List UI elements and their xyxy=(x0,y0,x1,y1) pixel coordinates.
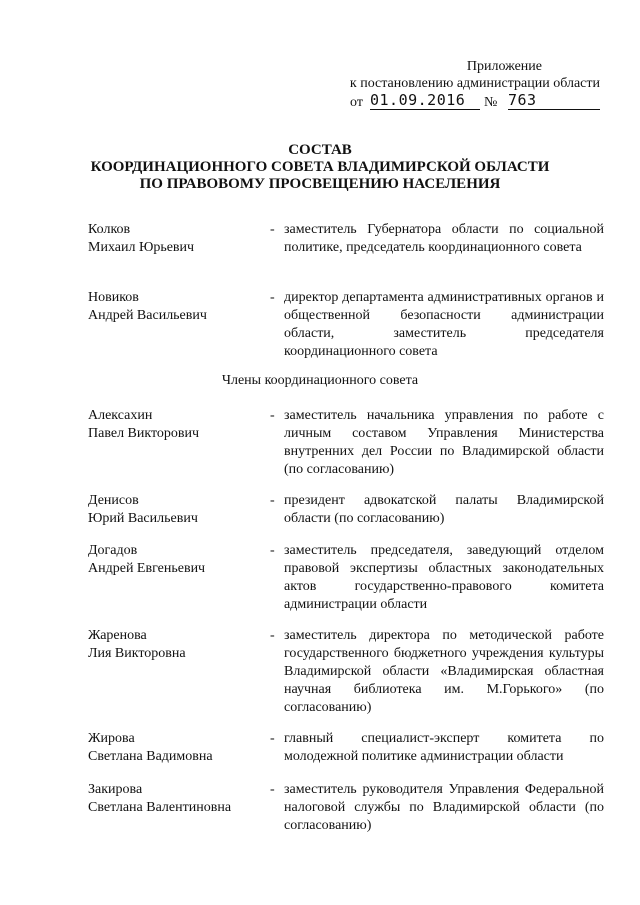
surname: Догадов xyxy=(88,543,138,558)
surname: Колков xyxy=(88,222,131,237)
dash: - xyxy=(270,543,275,558)
surname: Жаренова xyxy=(88,628,147,643)
appendix-label: Приложение xyxy=(466,59,542,74)
title-line-1: СОСТАВ xyxy=(288,142,352,158)
surname: Алексахин xyxy=(88,408,153,423)
surname: Денисов xyxy=(88,493,139,508)
appendix-block xyxy=(338,58,600,113)
members-heading: Члены координационного совета xyxy=(221,373,419,388)
person-role: заместитель председателя, заведующий отделом правовой экспертизы областных законодательных актов государственно-правового комитета администрации области xyxy=(284,543,604,612)
person-name xyxy=(88,221,268,257)
dash: - xyxy=(270,408,275,423)
number-label: № xyxy=(484,95,498,110)
resolution-number: 763 xyxy=(508,92,600,110)
dash: - xyxy=(270,628,275,643)
person-role: главный специалист-эксперт комитета по молодежной политике администрации области xyxy=(284,731,604,764)
person-name xyxy=(88,781,268,817)
given-names: Михаил Юрьевич xyxy=(88,240,195,255)
given-names: Лия Викторовна xyxy=(88,646,186,661)
surname: Новиков xyxy=(88,290,139,305)
person-role: президент адвокатской палаты Владимирской области (по согласованию) xyxy=(284,493,604,526)
person-name xyxy=(88,627,268,663)
from-label: от xyxy=(350,95,363,110)
surname: Закирова xyxy=(88,782,143,797)
person-role: директор департамента административных органов и общественной безопасности администрации области, заместитель председателя координационного совета xyxy=(284,290,604,359)
dash: - xyxy=(270,493,275,508)
given-names: Андрей Евгеньевич xyxy=(88,561,206,576)
person-name xyxy=(88,289,268,325)
given-names: Андрей Васильевич xyxy=(88,308,207,323)
given-names: Светлана Вадимовна xyxy=(88,749,213,764)
document-title xyxy=(80,142,560,193)
title-line-3: ПО ПРАВОВОМУ ПРОСВЕЩЕНИЮ НАСЕЛЕНИЯ xyxy=(139,176,501,192)
given-names: Светлана Валентиновна xyxy=(88,800,232,815)
resolution-date-number xyxy=(338,93,600,113)
dash: - xyxy=(270,782,275,797)
person-name xyxy=(88,407,268,443)
person-name xyxy=(88,492,268,528)
person-role: заместитель директора по методической работе государственного бюджетного учреждения культуры Владимирской области «Владимирская областная научная библиотека им. М.Горького» (по согласованию) xyxy=(284,628,604,715)
dash: - xyxy=(270,731,275,746)
given-names: Павел Викторович xyxy=(88,426,200,441)
dash: - xyxy=(270,222,275,237)
title-line-2: КООРДИНАЦИОННОГО СОВЕТА ВЛАДИМИРСКОЙ ОБЛАСТИ xyxy=(90,159,550,175)
dash: - xyxy=(270,290,275,305)
person-name xyxy=(88,542,268,578)
resolution-date: 01.09.2016 xyxy=(370,92,480,110)
surname: Жирова xyxy=(88,731,135,746)
person-role: заместитель руководителя Управления Федеральной налоговой службы по Владимирской области (по согласованию) xyxy=(284,782,604,833)
given-names: Юрий Васильевич xyxy=(88,511,198,526)
person-role: заместитель Губернатора области по социальной политике, председатель координационного совета xyxy=(284,222,604,255)
person-name xyxy=(88,730,268,766)
person-role: заместитель начальника управления по работе с личным составом Управления Министерства внутренних дел России по Владимирской области (по согласованию) xyxy=(284,408,604,477)
resolution-reference: к постановлению администрации области xyxy=(349,76,600,91)
